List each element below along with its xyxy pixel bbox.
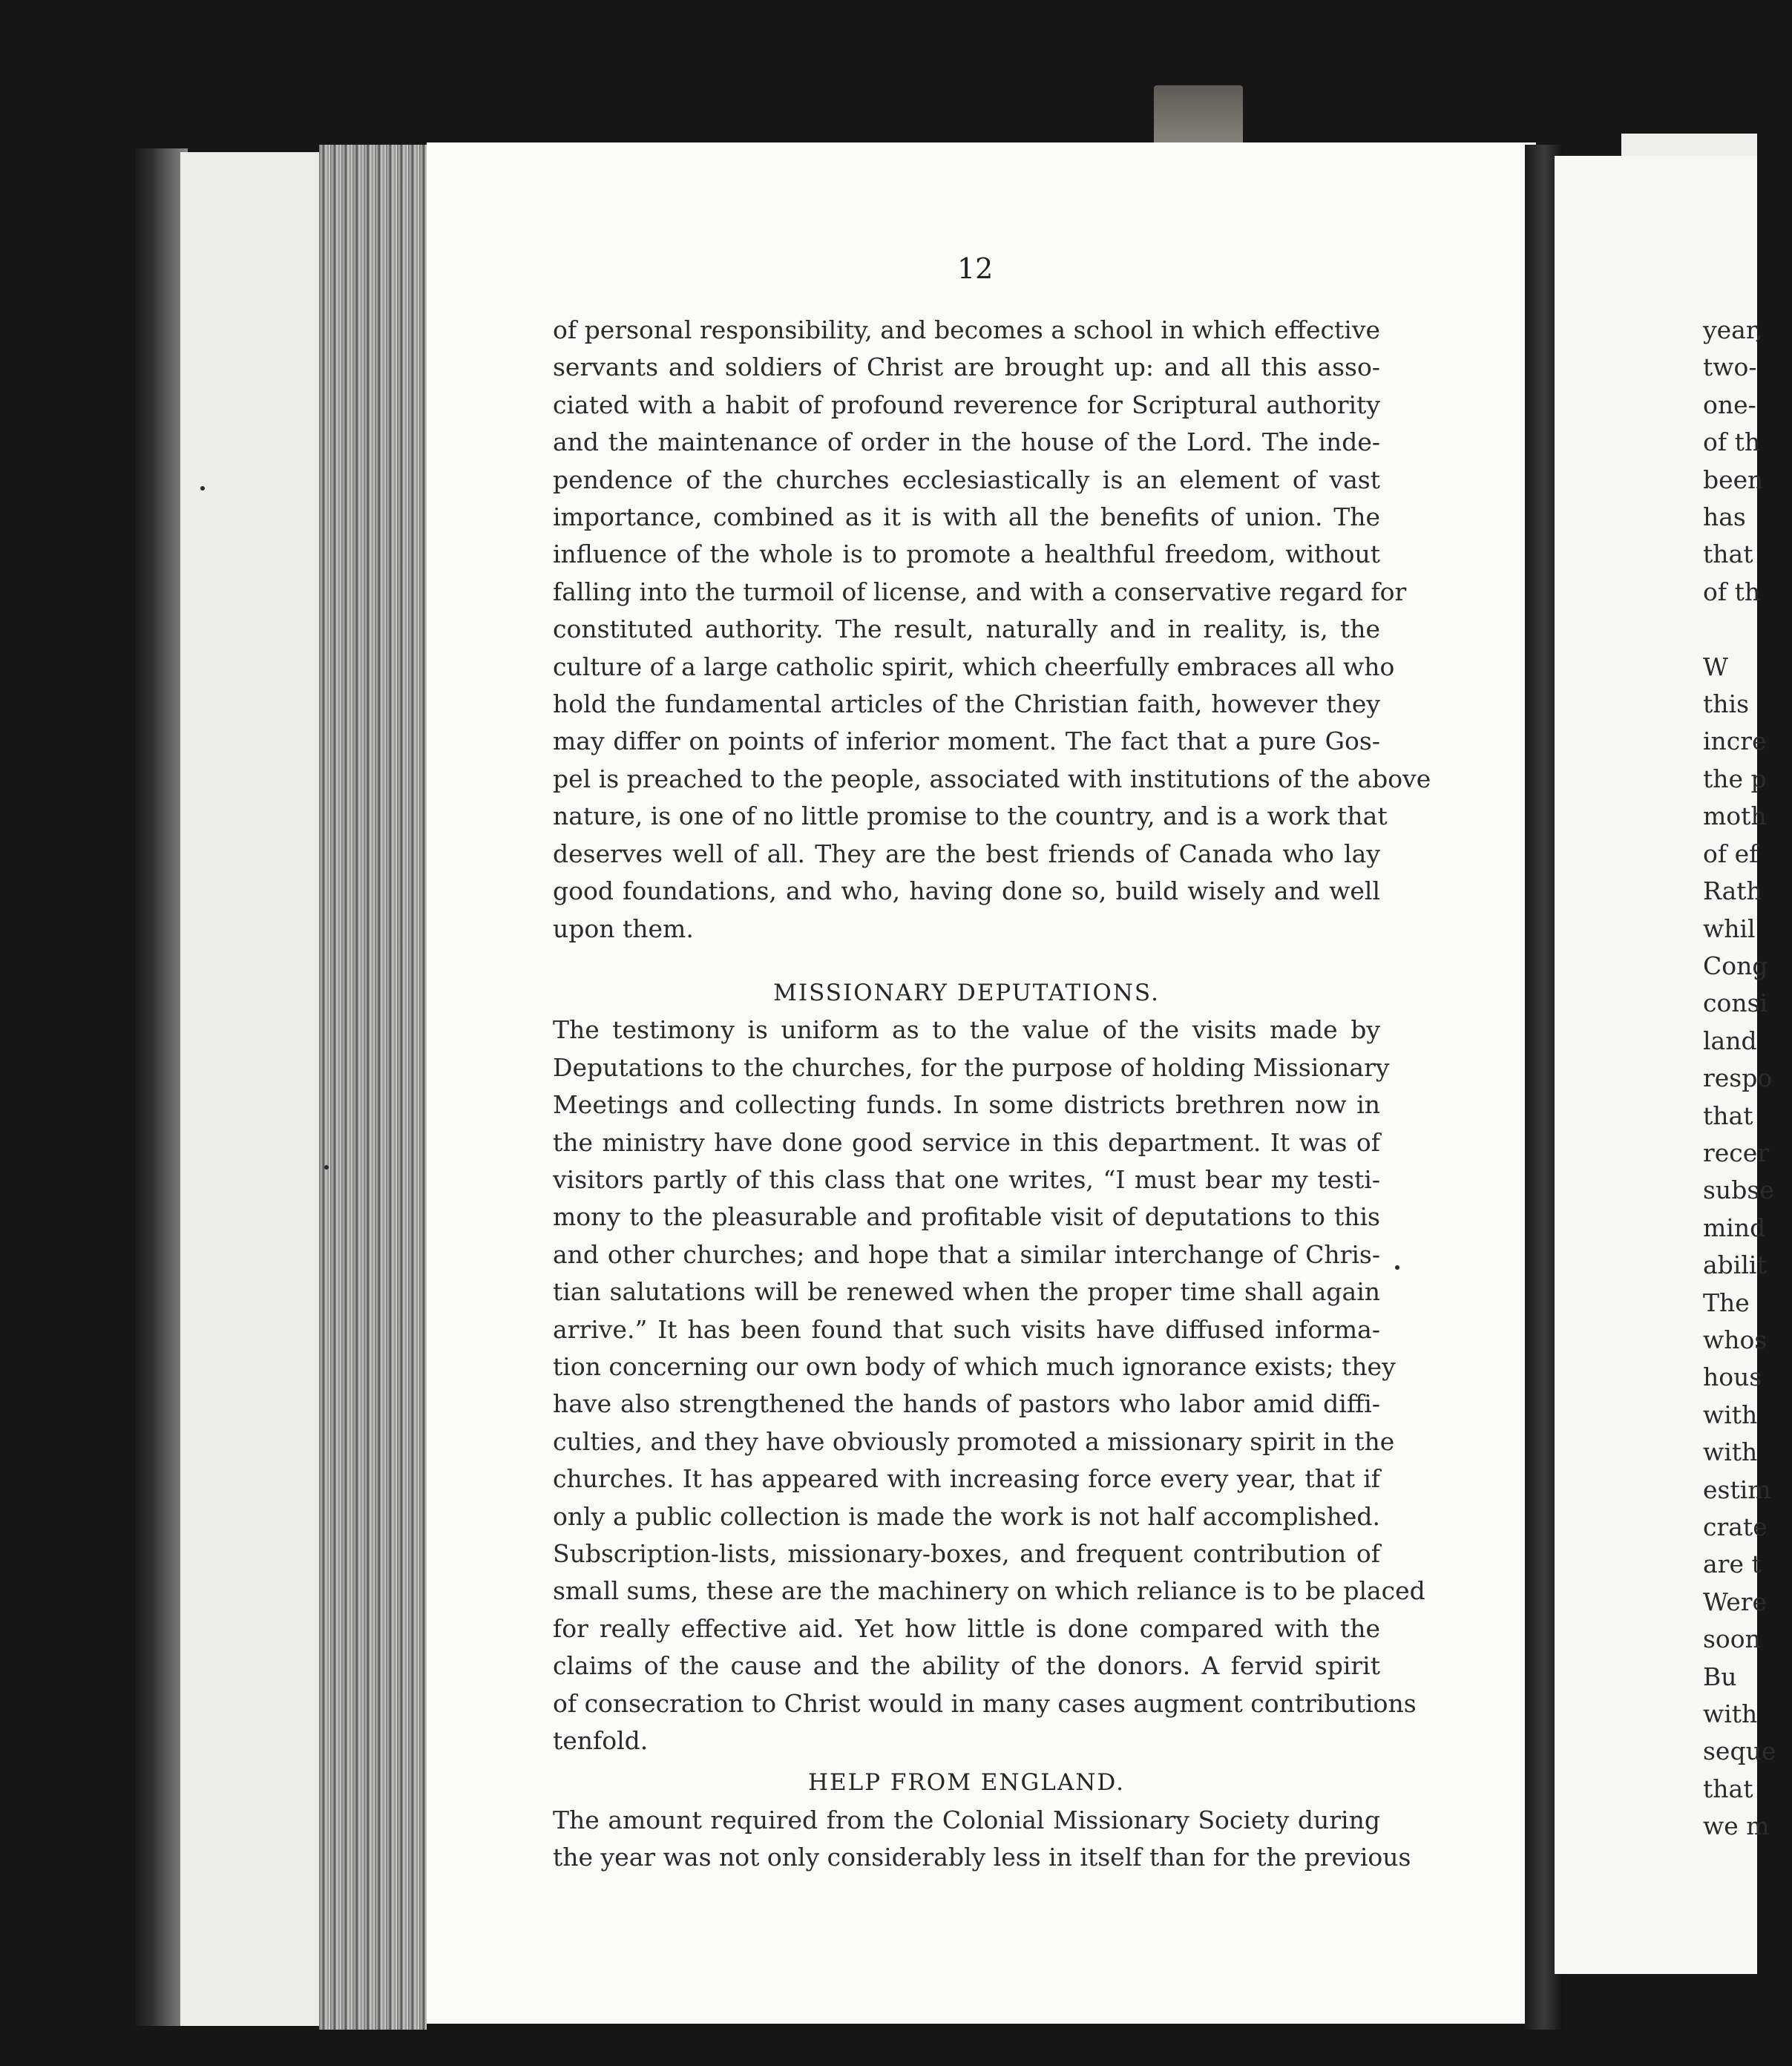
right-page-line: consi bbox=[1703, 988, 1768, 1018]
right-page-line: has bbox=[1703, 502, 1746, 532]
page-gutter bbox=[319, 145, 427, 2030]
right-page-line: recer bbox=[1703, 1138, 1770, 1167]
right-page-line: of ef bbox=[1703, 839, 1759, 868]
text-line: servants and soldiers of Christ are brought up: and all this asso- bbox=[553, 352, 1380, 382]
text-line: hold the fundamental articles of the Christian faith, however they bbox=[553, 689, 1380, 719]
text-line: The testimony is uniform as to the value of the visits made by bbox=[553, 1015, 1380, 1045]
right-page-text bbox=[1703, 312, 1792, 1846]
right-page-line: of th bbox=[1703, 577, 1761, 606]
right-page-line: Were bbox=[1703, 1587, 1768, 1616]
right-page-line: with bbox=[1703, 1699, 1758, 1729]
text-line: the year was not only considerably less in itself than for the previous bbox=[553, 1843, 1411, 1872]
right-page-line: subse bbox=[1703, 1175, 1774, 1205]
right-page-line: abilit bbox=[1703, 1250, 1767, 1280]
right-page-line: Rath bbox=[1703, 876, 1762, 906]
right-page-line: Cong bbox=[1703, 951, 1768, 980]
text-line: Meetings and collecting funds. In some districts brethren now in bbox=[553, 1090, 1380, 1120]
right-page-line: mind bbox=[1703, 1213, 1766, 1242]
right-page-line: Bu bbox=[1703, 1662, 1737, 1691]
text-line: good foundations, and who, having done so, build wisely and well bbox=[553, 876, 1380, 906]
right-page-line: moth bbox=[1703, 801, 1767, 831]
right-page-line: the p bbox=[1703, 764, 1767, 793]
text-line: The amount required from the Colonial Missionary Society during bbox=[553, 1805, 1380, 1834]
text-line: falling into the turmoil of license, and with a conservative regard for bbox=[553, 577, 1407, 606]
text-line: may differ on points of inferior moment. The fact that a pure Gos- bbox=[553, 727, 1380, 756]
text-line: visitors partly of this class that one writes, “I must bear my testi- bbox=[553, 1164, 1380, 1194]
right-page-line: estim bbox=[1703, 1475, 1771, 1504]
main-text bbox=[553, 312, 1431, 1877]
text-line: for really effective aid. Yet how little is done compared with the bbox=[553, 1613, 1380, 1643]
right-page-line: been bbox=[1703, 465, 1764, 494]
text-line: of personal responsibility, and becomes a school in which effective bbox=[553, 315, 1380, 344]
text-line: constituted authority. The result, naturally and in reality, is, the bbox=[553, 614, 1380, 644]
right-page-line: that bbox=[1703, 1774, 1753, 1803]
right-page-line: land bbox=[1703, 1026, 1757, 1055]
right-page-line: two- bbox=[1703, 352, 1757, 382]
paragraph-3 bbox=[553, 1802, 1411, 1877]
text-line: small sums, these are the machinery on which reliance is to be placed bbox=[553, 1576, 1425, 1606]
text-line: of consecration to Christ would in many cases augment contributions bbox=[553, 1688, 1417, 1718]
paragraph-2 bbox=[553, 1011, 1425, 1760]
specks bbox=[1395, 1265, 1399, 1270]
text-line: churches. It has appeared with increasing force every year, that if bbox=[553, 1464, 1380, 1494]
text-line: importance, combined as it is with all the benefits of union. The bbox=[553, 502, 1380, 532]
heading-help-from-england: HELP FROM ENGLAND. bbox=[807, 1769, 1126, 1797]
text-line: ciated with a habit of profound reverence for Scriptural authority bbox=[553, 390, 1380, 419]
right-page-line: that bbox=[1703, 1101, 1753, 1130]
text-line: tion concerning our own body of which much ignorance exists; they bbox=[553, 1351, 1396, 1381]
right-page-line: whos bbox=[1703, 1325, 1768, 1354]
specks bbox=[324, 1165, 329, 1170]
text-line: and the maintenance of order in the house of the Lord. The inde- bbox=[553, 427, 1380, 457]
text-line: have also strengthened the hands of pastors who labor amid diffi- bbox=[553, 1389, 1380, 1419]
right-page-line: with bbox=[1703, 1437, 1758, 1467]
right-page-line: whil bbox=[1703, 914, 1756, 943]
text-line: Subscription-lists, missionary-boxes, and frequent contribution of bbox=[553, 1539, 1380, 1568]
right-page-line bbox=[1703, 611, 1792, 648]
right-page-line: soon bbox=[1703, 1624, 1761, 1654]
text-line: culture of a large catholic spirit, which cheerfully embraces all who bbox=[553, 652, 1395, 681]
right-page-line: of th bbox=[1703, 427, 1761, 457]
right-page-line: this bbox=[1703, 689, 1750, 719]
text-line: the ministry have done good service in this department. It was of bbox=[553, 1127, 1380, 1157]
right-page-line: incre bbox=[1703, 727, 1767, 756]
text-line: nature, is one of no little promise to the country, and is a work that bbox=[553, 801, 1388, 831]
text-line: only a public collection is made the work is not half accomplished. bbox=[553, 1501, 1380, 1531]
right-page-line: respo bbox=[1703, 1063, 1773, 1093]
text-line: arrive.” It has been found that such visits have diffused informa- bbox=[553, 1314, 1380, 1344]
text-line: mony to the pleasurable and profitable visit of deputations to this bbox=[553, 1202, 1380, 1232]
right-page-line: year, bbox=[1703, 315, 1763, 344]
right-page-line: are t bbox=[1703, 1550, 1762, 1579]
right-page-line: one- bbox=[1703, 390, 1756, 419]
specks bbox=[200, 486, 205, 491]
right-page-line: we m bbox=[1703, 1811, 1770, 1841]
right-page-line: The bbox=[1703, 1288, 1750, 1317]
text-line: upon them. bbox=[553, 914, 694, 943]
right-page-line: hous bbox=[1703, 1362, 1762, 1392]
text-line: culties, and they have obviously promoted a missionary spirit in the bbox=[553, 1426, 1395, 1456]
text-line: pel is preached to the people, associated with institutions of the above bbox=[553, 764, 1431, 793]
right-page-line: with bbox=[1703, 1400, 1758, 1429]
heading-missionary-deputations: MISSIONARY DEPUTATIONS. bbox=[773, 979, 1160, 1006]
right-page-line: seque bbox=[1703, 1737, 1776, 1766]
text-line: Deputations to the churches, for the purpose of holding Missionary bbox=[553, 1052, 1390, 1082]
text-line: tenfold. bbox=[553, 1726, 649, 1756]
text-line: claims of the cause and the ability of the donors. A fervid spirit bbox=[553, 1651, 1380, 1681]
right-page-line: W bbox=[1703, 652, 1728, 681]
text-line: deserves well of all. They are the best friends of Canada who lay bbox=[553, 839, 1380, 868]
right-page-line: crate bbox=[1703, 1512, 1768, 1541]
paragraph-1 bbox=[553, 312, 1431, 948]
page-number: 12 bbox=[957, 252, 994, 285]
text-line: and other churches; and hope that a similar interchange of Chris- bbox=[553, 1239, 1380, 1269]
text-line: pendence of the churches ecclesiastically is an element of vast bbox=[553, 465, 1380, 494]
right-page-line: that bbox=[1703, 540, 1753, 569]
text-line: influence of the whole is to promote a healthful freedom, without bbox=[553, 540, 1380, 569]
text-line: tian salutations will be renewed when the proper time shall again bbox=[553, 1277, 1380, 1307]
